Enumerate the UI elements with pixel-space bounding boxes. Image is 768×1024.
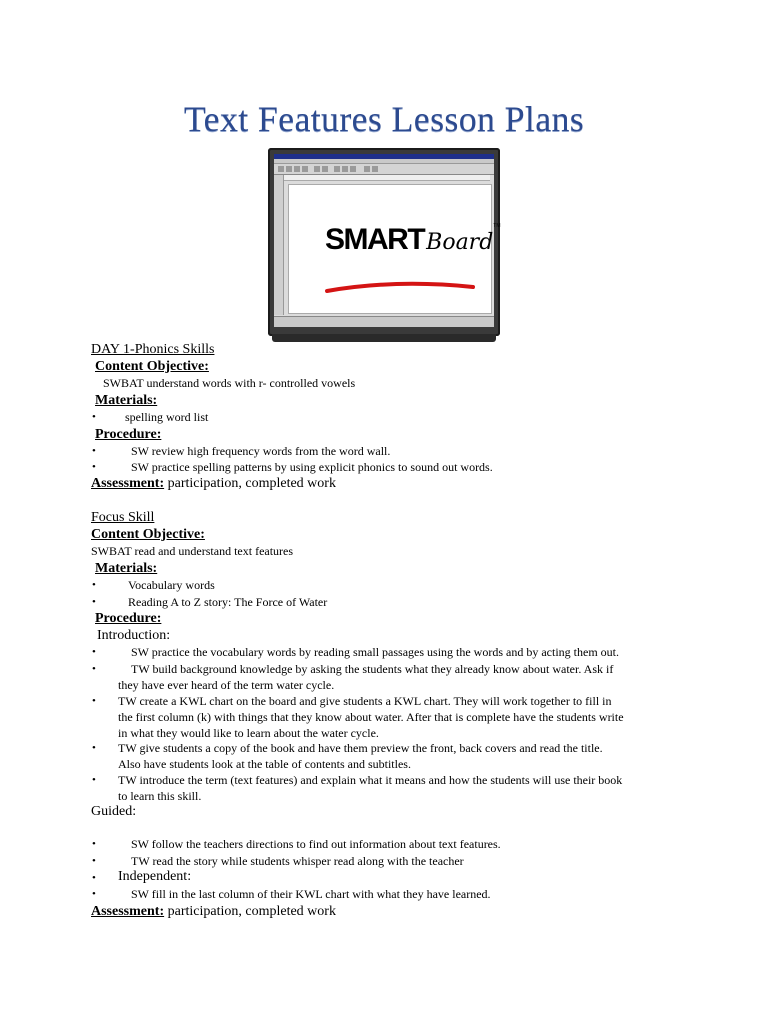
day1-heading: DAY 1-Phonics Skills: [91, 342, 215, 357]
bullet: •: [92, 888, 96, 900]
bullet: •: [92, 596, 96, 608]
focus-content-objective-label: Content Objective:: [91, 527, 205, 542]
intro-item: TW give students a copy of the book and have them preview the front, back covers and read the title.: [118, 741, 603, 755]
bullet: •: [92, 461, 96, 473]
intro-item-cont: they have ever heard of the term water cycle.: [118, 678, 335, 692]
focus-materials-label: Materials:: [95, 561, 158, 576]
bullet: •: [92, 872, 96, 884]
bullet: •: [92, 445, 96, 457]
red-swoosh: [325, 281, 475, 293]
day1-materials-label: Materials:: [95, 393, 158, 408]
bullet: •: [92, 855, 96, 867]
focus-assessment: Assessment: participation, completed work: [91, 904, 336, 919]
focus-assessment-label: Assessment:: [91, 904, 165, 919]
smartboard-image: [268, 148, 500, 344]
day1-procedure-item: SW review high frequency words from the word wall.: [131, 444, 391, 458]
independent-label: Independent:: [118, 869, 192, 884]
bullet: •: [92, 695, 96, 707]
board-tray: [272, 334, 496, 342]
board-page: [288, 184, 501, 314]
focus-material-item: Reading A to Z story: The Force of Water: [128, 595, 328, 609]
intro-item: TW introduce the term (text features) and explain what it means and how the students will use their book: [118, 773, 623, 787]
guided-label: Guided:: [91, 804, 137, 819]
bullet: •: [92, 663, 96, 675]
day1-material-item: spelling word list: [125, 410, 209, 424]
day1-assessment-label: Assessment:: [91, 476, 165, 491]
smartboard-logo: SMARTBoard™: [325, 223, 501, 256]
board-screen: [274, 154, 501, 326]
bullet: •: [92, 838, 96, 850]
focus-material-item: Vocabulary words: [128, 578, 215, 592]
bullet: •: [92, 411, 96, 423]
page-title: Text Features Lesson Plans: [183, 99, 585, 139]
intro-item-cont: Also have students look at the table of contents and subtitles.: [118, 757, 411, 771]
bullet: •: [92, 774, 96, 786]
guided-item: TW read the story while students whisper read along with the teacher: [131, 854, 464, 868]
intro-item: TW create a KWL chart on the board and give students a KWL chart. They will work together to fill in: [118, 694, 612, 708]
board-toolbar: [274, 164, 494, 175]
day1-procedure-label: Procedure:: [95, 427, 162, 442]
bullet: •: [92, 742, 96, 754]
bullet: •: [92, 646, 96, 658]
intro-item: SW practice the vocabulary words by reading small passages using the words and by acting them out.: [131, 645, 619, 659]
intro-item-cont: the first column (k) with things that they know about water. After that is complete have the students write: [118, 710, 624, 724]
focus-heading: Focus Skill: [91, 510, 155, 525]
focus-content-objective: SWBAT read and understand text features: [91, 544, 294, 558]
day1-assessment: Assessment: participation, completed work: [91, 476, 336, 491]
bullet: •: [92, 579, 96, 591]
day1-content-objective: SWBAT understand words with r- controlled vowels: [103, 376, 356, 390]
intro-item-cont: to learn this skill.: [118, 789, 202, 803]
guided-item: SW follow the teachers directions to find out information about text features.: [131, 837, 501, 851]
intro-item-cont: in what they would like to learn about the water cycle.: [118, 726, 379, 740]
introduction-label: Introduction:: [97, 628, 171, 643]
intro-item: TW build background knowledge by asking the students what they already know about water. Ask if: [131, 662, 614, 676]
focus-procedure-label: Procedure:: [95, 611, 162, 626]
day1-procedure-item: SW practice spelling patterns by using explicit phonics to sound out words.: [131, 460, 493, 474]
day1-content-objective-label: Content Objective:: [95, 359, 209, 374]
independent-item: SW fill in the last column of their KWL chart with what they have learned.: [131, 887, 491, 901]
